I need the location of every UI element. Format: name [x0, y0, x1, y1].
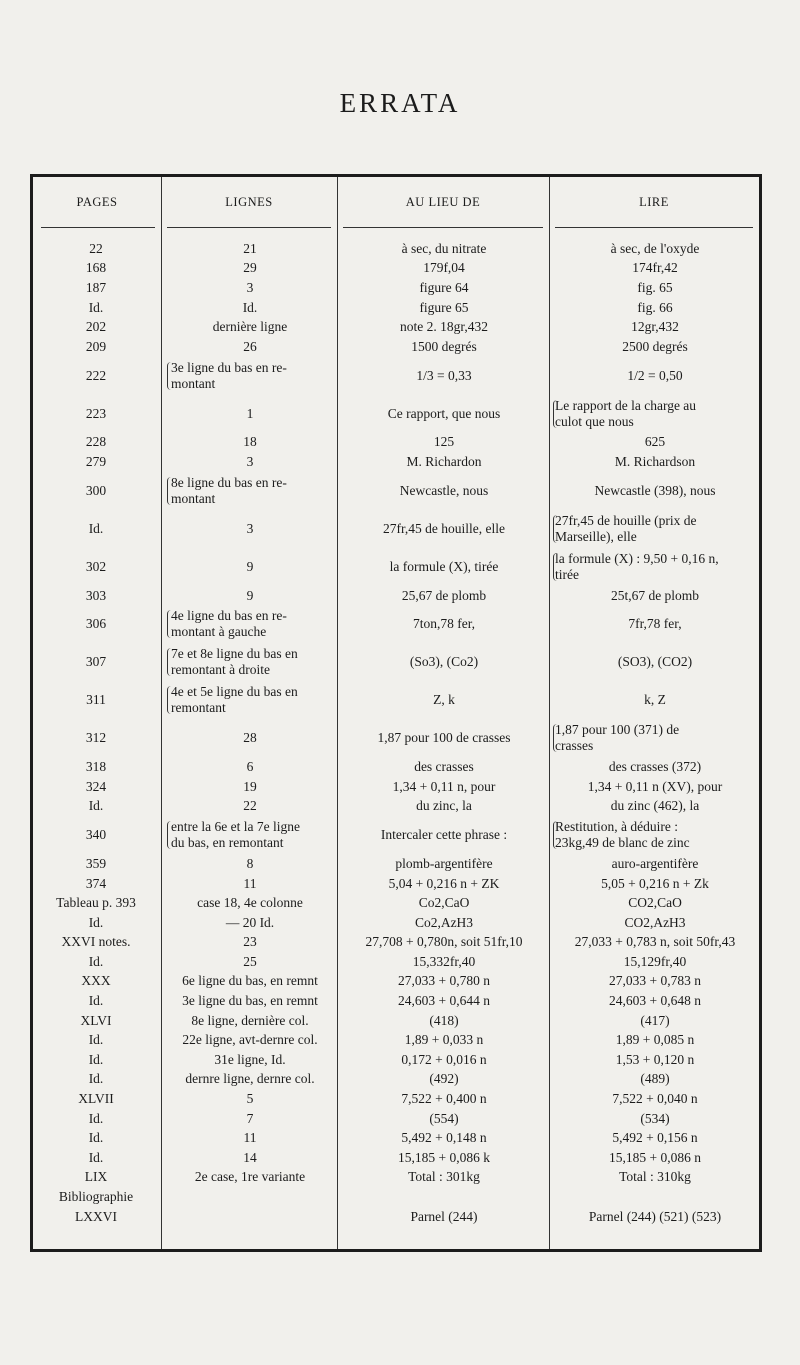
cell-lignes: Id.: [242, 299, 258, 315]
cell-au-lieu-de: figure 64: [419, 279, 469, 295]
cell-au-lieu-de: 25,67 de plomb: [401, 587, 487, 603]
cell-lignes: 6: [246, 759, 254, 775]
brace-mark: [167, 686, 173, 714]
cell-lignes: 26: [243, 338, 257, 354]
cell-lire: auro-argentifère: [611, 855, 699, 871]
cell-pages: 340: [85, 827, 107, 843]
cell-au-lieu-de: 27,033 + 0,780 n: [398, 973, 490, 989]
cell-au-lieu-de: 24,603 + 0,644 n: [398, 993, 490, 1009]
cell-pages: Id.: [88, 953, 104, 969]
cell-lignes: 11: [243, 875, 257, 891]
cell-pages: Id.: [88, 993, 104, 1009]
header-rule: [343, 227, 543, 228]
cell-pages: Id.: [88, 1051, 104, 1067]
header-rule: [41, 227, 155, 228]
cell-lignes: 22e ligne, avt-dernre col.: [182, 1032, 318, 1048]
cell-lire: Restitution, à déduire : 23kg,49 de blanc de zinc: [555, 819, 690, 851]
cell-pages: XLVI: [80, 1012, 112, 1028]
table-row: [33, 1011, 759, 1031]
cell-au-lieu-de: (418): [429, 1012, 459, 1028]
table-row: [33, 259, 759, 279]
cell-lignes: 8e ligne du bas en re- montant: [171, 474, 287, 506]
cell-au-lieu-de: à sec, du nitrate: [401, 240, 487, 256]
cell-lire: du zinc (462), la: [610, 798, 700, 814]
cell-lire: 15,185 + 0,086 n: [609, 1149, 701, 1165]
cell-lire: Le rapport de la charge au culot que nous: [555, 397, 697, 429]
cell-pages: 279: [85, 453, 107, 469]
cell-lire: 2500 degrés: [622, 338, 688, 354]
cell-lire: (417): [640, 1012, 670, 1028]
header-pages: PAGES: [76, 195, 118, 209]
cell-au-lieu-de: 27fr,45 de houille, elle: [382, 520, 506, 536]
brace-mark: [167, 648, 173, 676]
cell-pages: Id.: [88, 520, 104, 536]
table-row: [33, 719, 759, 757]
cell-lire: 12gr,432: [631, 319, 679, 335]
table-row: [33, 991, 759, 1011]
cell-au-lieu-de: 15,185 + 0,086 k: [398, 1149, 490, 1165]
cell-pages: LXXVI: [75, 1208, 117, 1224]
brace-mark: [167, 362, 173, 390]
cell-au-lieu-de: Co2,CaO: [418, 895, 470, 911]
errata-table: [30, 174, 762, 1252]
table-row: [33, 337, 759, 357]
cell-lire: 1,34 + 0,11 n (XV), pour: [587, 778, 723, 794]
cell-pages: 228: [85, 434, 107, 450]
table-row: [33, 452, 759, 472]
cell-au-lieu-de: Intercaler cette phrase :: [380, 827, 508, 843]
table-row: [33, 952, 759, 972]
cell-pages: 318: [85, 759, 107, 775]
cell-lignes: 6e ligne du bas, en remnt: [182, 973, 318, 989]
cell-pages: Id.: [88, 914, 104, 930]
cell-lire: 27,033 + 0,783 n, soit 50fr,43: [574, 934, 736, 950]
cell-au-lieu-de: Ce rapport, que nous: [387, 405, 501, 421]
cell-pages: Id.: [88, 1071, 104, 1087]
table-row: [33, 1168, 759, 1188]
table-row: [33, 298, 759, 318]
cell-pages: 223: [85, 405, 107, 421]
cell-lignes: 3e ligne du bas en re- montant: [171, 359, 287, 391]
cell-au-lieu-de: Newcastle, nous: [399, 482, 489, 498]
cell-lire: 174fr,42: [632, 260, 678, 276]
cell-pages: Bibliographie: [58, 1189, 134, 1205]
cell-au-lieu-de: 125: [433, 434, 455, 450]
cell-lire: 15,129fr,40: [623, 953, 687, 969]
table-row: [33, 913, 759, 933]
cell-lire: 7fr,78 fer,: [628, 616, 682, 632]
table-row: [33, 777, 759, 797]
cell-au-lieu-de: plomb-argentifère: [395, 855, 493, 871]
cell-lignes: 22: [243, 798, 257, 814]
cell-pages: 303: [85, 587, 107, 603]
cell-lire: Parnel (244) (521) (523): [588, 1208, 722, 1224]
cell-au-lieu-de: 1,34 + 0,11 n, pour: [392, 778, 496, 794]
cell-pages: 222: [85, 367, 107, 383]
cell-lire: 625: [644, 434, 666, 450]
cell-pages: 187: [85, 279, 107, 295]
cell-au-lieu-de: 27,708 + 0,780n, soit 51fr,10: [365, 934, 523, 950]
cell-pages: XLVII: [78, 1091, 114, 1107]
cell-lignes: 19: [243, 778, 257, 794]
cell-au-lieu-de: 7,522 + 0,400 n: [401, 1091, 487, 1107]
table-row: [33, 357, 759, 395]
cell-lignes: 9: [246, 558, 254, 574]
cell-pages: Id.: [88, 1032, 104, 1048]
cell-lire: 5,05 + 0,216 n + Zk: [601, 875, 709, 891]
table-row: [33, 1070, 759, 1090]
table-row: [33, 1050, 759, 1070]
cell-lire: 7,522 + 0,040 n: [612, 1091, 698, 1107]
cell-au-lieu-de: 1,87 pour 100 de crasses: [377, 730, 511, 746]
table-row: [33, 1089, 759, 1109]
cell-lire: (534): [640, 1110, 670, 1126]
table-row: [33, 395, 759, 433]
cell-lignes: 14: [243, 1149, 257, 1165]
cell-lignes: 29: [243, 260, 257, 276]
cell-lignes: 7e et 8e ligne du bas en remontant à droite: [171, 646, 298, 678]
cell-pages: 300: [85, 482, 107, 498]
cell-lignes: 3: [246, 520, 254, 536]
cell-au-lieu-de: 0,172 + 0,016 n: [401, 1051, 487, 1067]
table-row: [33, 1030, 759, 1050]
table-row: [33, 1128, 759, 1148]
header-lire: LIRE: [639, 195, 669, 209]
cell-lignes: entre la 6e et la 7e ligne du bas, en remontant: [171, 819, 300, 851]
cell-pages: 306: [85, 616, 107, 632]
cell-pages: 311: [86, 692, 106, 708]
cell-lire: des crasses (372): [608, 759, 702, 775]
cell-au-lieu-de: M. Richardon: [406, 453, 482, 469]
brace-mark: [553, 400, 559, 428]
cell-lignes: 3: [246, 453, 254, 469]
brace-mark: [553, 821, 559, 849]
cell-au-lieu-de: 1,89 + 0,033 n: [404, 1032, 484, 1048]
table-row: [33, 1187, 759, 1207]
cell-lignes: dernre ligne, dernre col.: [185, 1071, 315, 1087]
table-row: [33, 510, 759, 548]
table-row: [33, 317, 759, 337]
cell-lignes: dernière ligne: [212, 319, 288, 335]
cell-au-lieu-de: (554): [429, 1110, 459, 1126]
cell-lignes: 7: [246, 1110, 254, 1126]
cell-lire: la formule (X) : 9,50 + 0,16 n, tirée: [555, 550, 719, 582]
brace-mark: [553, 515, 559, 543]
cell-lire: CO2,CaO: [628, 895, 682, 911]
cell-lignes: 11: [243, 1130, 257, 1146]
cell-lignes: 4e ligne du bas en re- montant à gauche: [171, 608, 287, 640]
cell-au-lieu-de: 15,332fr,40: [412, 953, 476, 969]
cell-lire: fig. 66: [637, 299, 673, 315]
table-row: [33, 586, 759, 606]
cell-lignes: 28: [243, 730, 257, 746]
cell-pages: XXVI notes.: [61, 934, 131, 950]
cell-lire: (489): [640, 1071, 670, 1087]
cell-au-lieu-de: 5,492 + 0,148 n: [401, 1130, 487, 1146]
table-row: [33, 1109, 759, 1129]
table-row: [33, 548, 759, 586]
table-row: [33, 1207, 759, 1227]
cell-lignes: 8: [246, 855, 254, 871]
cell-au-lieu-de: 5,04 + 0,216 n + ZK: [388, 875, 500, 891]
cell-au-lieu-de: du zinc, la: [416, 798, 472, 814]
table-row: [33, 605, 759, 643]
cell-lire: 27,033 + 0,783 n: [609, 973, 701, 989]
cell-pages: LIX: [84, 1169, 108, 1185]
brace-mark: [553, 724, 559, 752]
cell-pages: 359: [85, 855, 107, 871]
cell-au-lieu-de: (492): [429, 1071, 459, 1087]
cell-au-lieu-de: Total : 301kg: [408, 1169, 480, 1185]
table-row: [33, 278, 759, 298]
cell-lignes: case 18, 4e colonne: [197, 895, 303, 911]
cell-lire: Newcastle (398), nous: [594, 482, 716, 498]
cell-lignes: 3: [246, 279, 254, 295]
cell-lignes: 4e et 5e ligne du bas en remontant: [171, 684, 298, 716]
cell-pages: Tableau p. 393: [56, 895, 136, 911]
errata-rows: [33, 239, 759, 1226]
cell-lire: 1,87 pour 100 (371) de crasses: [555, 722, 680, 754]
table-row: [33, 893, 759, 913]
cell-lire: 5,492 + 0,156 n: [612, 1130, 698, 1146]
cell-lire: CO2,AzH3: [624, 914, 686, 930]
cell-lire: 24,603 + 0,648 n: [609, 993, 701, 1009]
cell-lire: 1,89 + 0,085 n: [615, 1032, 695, 1048]
cell-pages: Id.: [88, 299, 104, 315]
header-rule: [167, 227, 331, 228]
cell-lire: 27fr,45 de houille (prix de Marseille), elle: [555, 512, 697, 544]
cell-au-lieu-de: note 2. 18gr,432: [400, 319, 488, 335]
cell-lignes: 21: [243, 240, 257, 256]
table-row: [33, 972, 759, 992]
table-row: [33, 816, 759, 854]
cell-lignes: 31e ligne, Id.: [214, 1051, 286, 1067]
cell-au-lieu-de: des crasses: [414, 759, 474, 775]
brace-mark: [167, 477, 173, 505]
brace-mark: [167, 821, 173, 849]
cell-pages: 374: [85, 875, 107, 891]
table-row: [33, 472, 759, 510]
cell-lignes: 3e ligne du bas, en remnt: [182, 993, 318, 1009]
cell-au-lieu-de: Parnel (244): [410, 1208, 478, 1224]
cell-au-lieu-de: Co2,AzH3: [414, 914, 474, 930]
header-lignes: LIGNES: [225, 195, 273, 209]
cell-au-lieu-de: 1500 degrés: [411, 338, 477, 354]
cell-au-lieu-de: (So3), (Co2): [409, 654, 479, 670]
cell-lignes: 9: [246, 587, 254, 603]
cell-lignes: 5: [246, 1091, 254, 1107]
cell-pages: 209: [85, 338, 107, 354]
cell-au-lieu-de: la formule (X), tirée: [389, 558, 499, 574]
cell-lignes: 1: [246, 405, 254, 421]
cell-au-lieu-de: figure 65: [419, 299, 469, 315]
cell-lire: 1,53 + 0,120 n: [615, 1051, 695, 1067]
cell-pages: 202: [85, 319, 107, 335]
table-row: [33, 854, 759, 874]
brace-mark: [167, 610, 173, 638]
cell-pages: XXX: [81, 973, 111, 989]
header-rule: [555, 227, 753, 228]
brace-mark: [553, 553, 559, 581]
cell-pages: 302: [85, 558, 107, 574]
cell-lire: M. Richardson: [614, 453, 696, 469]
cell-pages: 22: [89, 240, 103, 256]
cell-lire: 1/2 = 0,50: [627, 367, 683, 383]
cell-au-lieu-de: Z, k: [433, 692, 455, 708]
cell-pages: 307: [85, 654, 107, 670]
cell-lignes: — 20 Id.: [225, 914, 275, 930]
table-row: [33, 797, 759, 817]
table-row: [33, 643, 759, 681]
table-row: [33, 874, 759, 894]
cell-lire: Total : 310kg: [619, 1169, 691, 1185]
cell-pages: Id.: [88, 1149, 104, 1165]
cell-au-lieu-de: 179f,04: [423, 260, 465, 276]
cell-lignes: 18: [243, 434, 257, 450]
cell-pages: Id.: [88, 1130, 104, 1146]
cell-lire: 25t,67 de plomb: [610, 587, 700, 603]
cell-au-lieu-de: 1/3 = 0,33: [416, 367, 472, 383]
table-row: [33, 239, 759, 259]
cell-pages: 168: [85, 260, 107, 276]
header-au-lieu-de: AU LIEU DE: [405, 195, 481, 209]
cell-pages: Id.: [88, 798, 104, 814]
cell-au-lieu-de: 7ton,78 fer,: [412, 616, 476, 632]
cell-lire: k, Z: [644, 692, 666, 708]
cell-pages: Id.: [88, 1110, 104, 1126]
cell-lignes: 25: [243, 953, 257, 969]
table-row: [33, 433, 759, 453]
table-row: [33, 757, 759, 777]
page-title: ERRATA: [339, 88, 461, 118]
cell-pages: 312: [85, 730, 107, 746]
cell-pages: 324: [85, 778, 107, 794]
cell-lire: fig. 65: [637, 279, 673, 295]
cell-lignes: 23: [243, 934, 257, 950]
table-row: [33, 1148, 759, 1168]
table-row: [33, 681, 759, 719]
table-row: [33, 933, 759, 953]
cell-lignes: 2e case, 1re variante: [194, 1169, 306, 1185]
cell-lire: à sec, de l'oxyde: [610, 240, 700, 256]
cell-lire: (SO3), (CO2): [617, 654, 693, 670]
cell-lignes: 8e ligne, dernière col.: [191, 1012, 309, 1028]
